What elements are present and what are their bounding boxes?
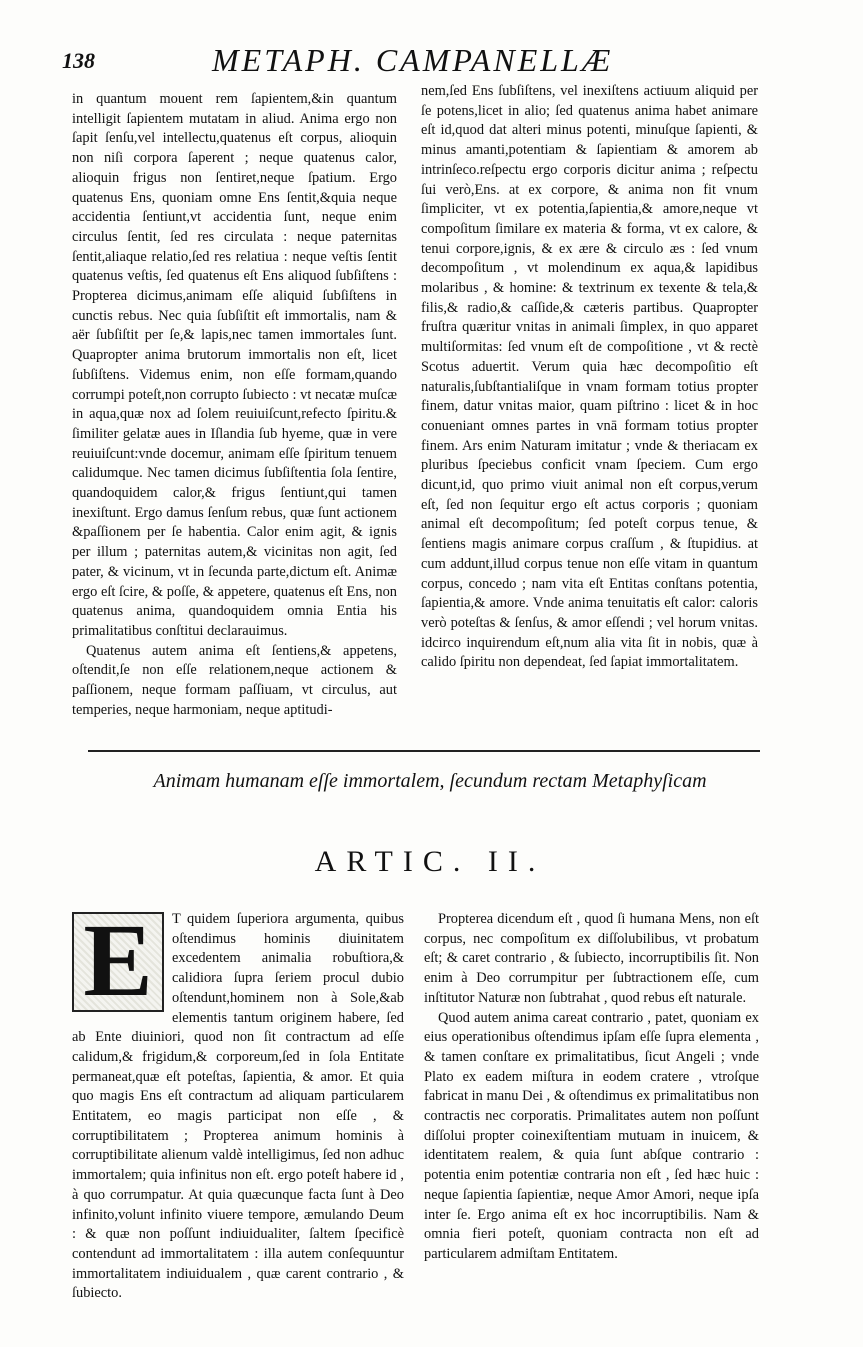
top-right-column <box>421 82 758 673</box>
page-number: 138 <box>62 48 95 73</box>
bottom-left-column <box>72 903 404 1304</box>
top-left-column <box>72 90 397 721</box>
paragraph: nem,ſed Ens ſubſiſtens, vel inexiſtens actiuum aliquid per ſe potens,licet in alio; ſed quatenus anima habet animare eſt id,quod dat alteri minus potenti, minuſque ſapienti, & minus amanti,potentiam & ſapientiam & amorem ab intrinſeco.reſpectu ergo corporis dicitur anima ; reſpectu ſui verò,Ens. at ex corpore, & anima non fit vnum ſimpliciter, vt ex potentia,ſapientia,& amore,neque vt compoſitum ſimilare ex materia & forma, vt ex calore, & tenui corpore,ignis, & ex ære & circulo æs : ſed vnum decompoſitum , vt molendinum ex aqua,& lapidibus molaribus , & homine: & textrinum ex texente & tela,& filis,& radio,& caſſide,& cæteris partibus. Quapropter fruſtra quæritur vnitas in animali ſimplex, in quo apparet multiſormitas: ſed vnum eſt de compoſitione , vt & rectè Scotus aduertit. Verum quia hæc decompoſitio eſt naturalis,ſubſtantialiſque in vnam formam totius propter finem, datur vnitas maior, quam piſtrino : licet & in hoc conueniant omnes partes in vnā formam totius propter finem. Ars enim Naturam imitatur ; vnde & theriacam ex pluribus ſpeciebus conficit vnam ſpeciem. Cum ergo dicunt,id, quo primo viuit animal non eſt corpus,verum eſt, ſed non ſequitur ergo eſt actus corporis ; quoniam animal eſt decompoſitum; ſed poteſt corpus tenue, & ſentiens magis animare corpus craſſum , & ſtupidius. at cum addunt,illud corpus tenue non eſſe vitam in quantum corpus, concedo ; nam vita eſt Entitas conſtans potentia, ſapientia,& amore. Vnde anima tenuitatis eſt calor: caloris verò poteſtas & ſenſus, & amor eſſendi ; vel horum vnitas. idcirco inquirendum eſt,num alia vita ſit in nobis, quæ à calido ſpiritu non dependeat, ſed ſapiat immortalitatem. <box>421 83 758 671</box>
dropcap-letter: E <box>83 903 153 1018</box>
paragraph: in quantum mouent rem ſapientem,&in quantum intelligit ſapientem mutatam in aliud. Anima ergo non ſapit ſenſu,vel intellectu,quatenus eſt corpus, alioquin non niſi corpora ſaperent ; neque quatenus calor, alioquin frigus non ſentiret,neque ſpatium. Ergo quatenus Ens, quoniam omne Ens ſentit,&quia neque accidentia ſentiunt,vt accidentia ſunt, neque enim circulus ſentit, ſed res circulata : neque paternitas ſentit,aliaque relatio,ſed res relatiua : neque veſtis ſentit quatenus veſtis, ſed quatenus eſt Ens aliquod ſubſiſtens : Propterea dicimus,animam eſſe aliquid ſubſiſtens in cunctis rebus. Nec quia ſubſiſtit eſt immortalis, nam & aër ſubſiſtit per ſe,& lapis,nec tamen immortales ſunt. Quapropter anima brutorum immortalis non eſt, licet ſubſiſtens. Videmus enim, non eſſe formam,quando corrumpi poteſt,non corrupto ſubiecto : vt necatæ muſcæ in aqua,quæ nox ad ſolem reuiuiſcunt,refecto ſpiritu.& ſimiliter gelatæ aues in Iſlandia ſub hyeme, quæ in vere reuiuiſcunt:vnde docemur, animam eſſe ſpiritum tenuem calidumque. Nec tamen dicimus ſubſiſtentia ſola ſentire, quandoquidem calor,& frigus ſentiunt,qui tamen inexiſtunt. Ergo damus ſenſum rebus, quæ ſunt actionem &paſſionem per ſe habentia. Calor enim agit, & ignis per illum ; paternitas autem,& vicinitas non agit, ſed pater, & vicinum, vt in ſecunda parte,dictum eſt. Animæ ergo eſt ſcire, & poſſe, & appetere, quatenus eſt Ens, non quatenus anima, quandoquidem omnia Entia his primalitatibus conſtitui declarauimus. <box>72 91 397 639</box>
paragraph: Quod autem anima careat contrario , patet, quoniam ex eius operationibus oſtendimus ipſam eſſe ſupra elementa , & tamen conſtare ex primalitatibus, ſicut Angeli ; vnde Plato ex eadem miſtura in eodem cratere , vtroſque fabricat in manu Dei , & oſtendimus ex primalitatibus non contractis nec corporatis. Primalitates autem non poſſunt diſſolui propter coinexiſtentiam mutuam in inuicem, & identitatem realem, & quia ſunt abſque contrario : potentia enim potentiæ contraria non eſt , ſed hæc huic : neque ſapientia ſapientiæ, neque Amor Amori, neque ipſa inter ſe. Ergo anima eſt ex hoc incorruptibilis. Nam & omnia fieri poteſt, quoniam contracta non eſt ad particularem admiſtam Entitatem. <box>424 1009 759 1262</box>
paragraph: Propterea dicendum eſt , quod ſi humana Mens, non eſt corpus, nec compoſitum ex diſſolubilibus, vt probatum eſt; & caret contrario , & ſubiecto, incorruptibilis ſit. Non enim à Deo corrumpitur per ſubtractionem eſſe, cum inſtitutor Naturæ non ſubtrahat , quod rebus eſt naturale. <box>424 911 759 1006</box>
running-title: METAPH. CAMPANELLÆ <box>212 42 614 78</box>
paragraph: T quidem ſuperiora argumenta, quibus oſtendimus hominis diuinitatem excedentem animalia robuſtiora,& calidiora ſupra ſeriem procul dubio oſtendunt,hominem non à Sole,&ab elementis tantum originem habere, ſed ab Ente diuiniori, quod non ſit contractum ad eſſe calidum,& frigidum,& corporeum,ſed in ſola Entitate permaneat,quæ eſt poteſtas, ſapientia, & amor. Et quia quo magis Ens eſt contractum ad aliquam particularem Entitatem, eo magis participat non eſſe , & corruptibilitatem ; Propterea animum hominis à corruptibilitate alienum valdè intelligimus, ſed non adhuc immortalem; quia infinitus non eſt. ergo poteſt habere id , à quo corrumpatur. At quia quæcunque facta ſunt à Deo infinito,volunt infinito viuere tempore, æmulando Deum : & quæ non poſſunt indiuidualiter, ſaltem ſpecificè contendunt ad immortalitatem : illa autem conſequuntur immortalitatem indiuidualem , quæ carent contrario , & ſubiecto. <box>72 911 404 1302</box>
bottom-right-column <box>424 910 759 1265</box>
paragraph: Quatenus autem anima eſt ſentiens,& appetens, oſtendit,ſe non eſſe relationem,neque actionem & paſſionem, neque formam paſſiuam, vt circulus, aut temperies, neque harmoniam, neque aptitudi- <box>72 642 397 718</box>
ornamental-initial <box>72 903 164 1018</box>
section-heading: Animam humanam eſſe immortalem, ſecundum rectam Metaphyſicam <box>153 770 707 792</box>
article-heading: ARTIC. II. <box>314 845 546 878</box>
section-divider <box>88 750 760 752</box>
